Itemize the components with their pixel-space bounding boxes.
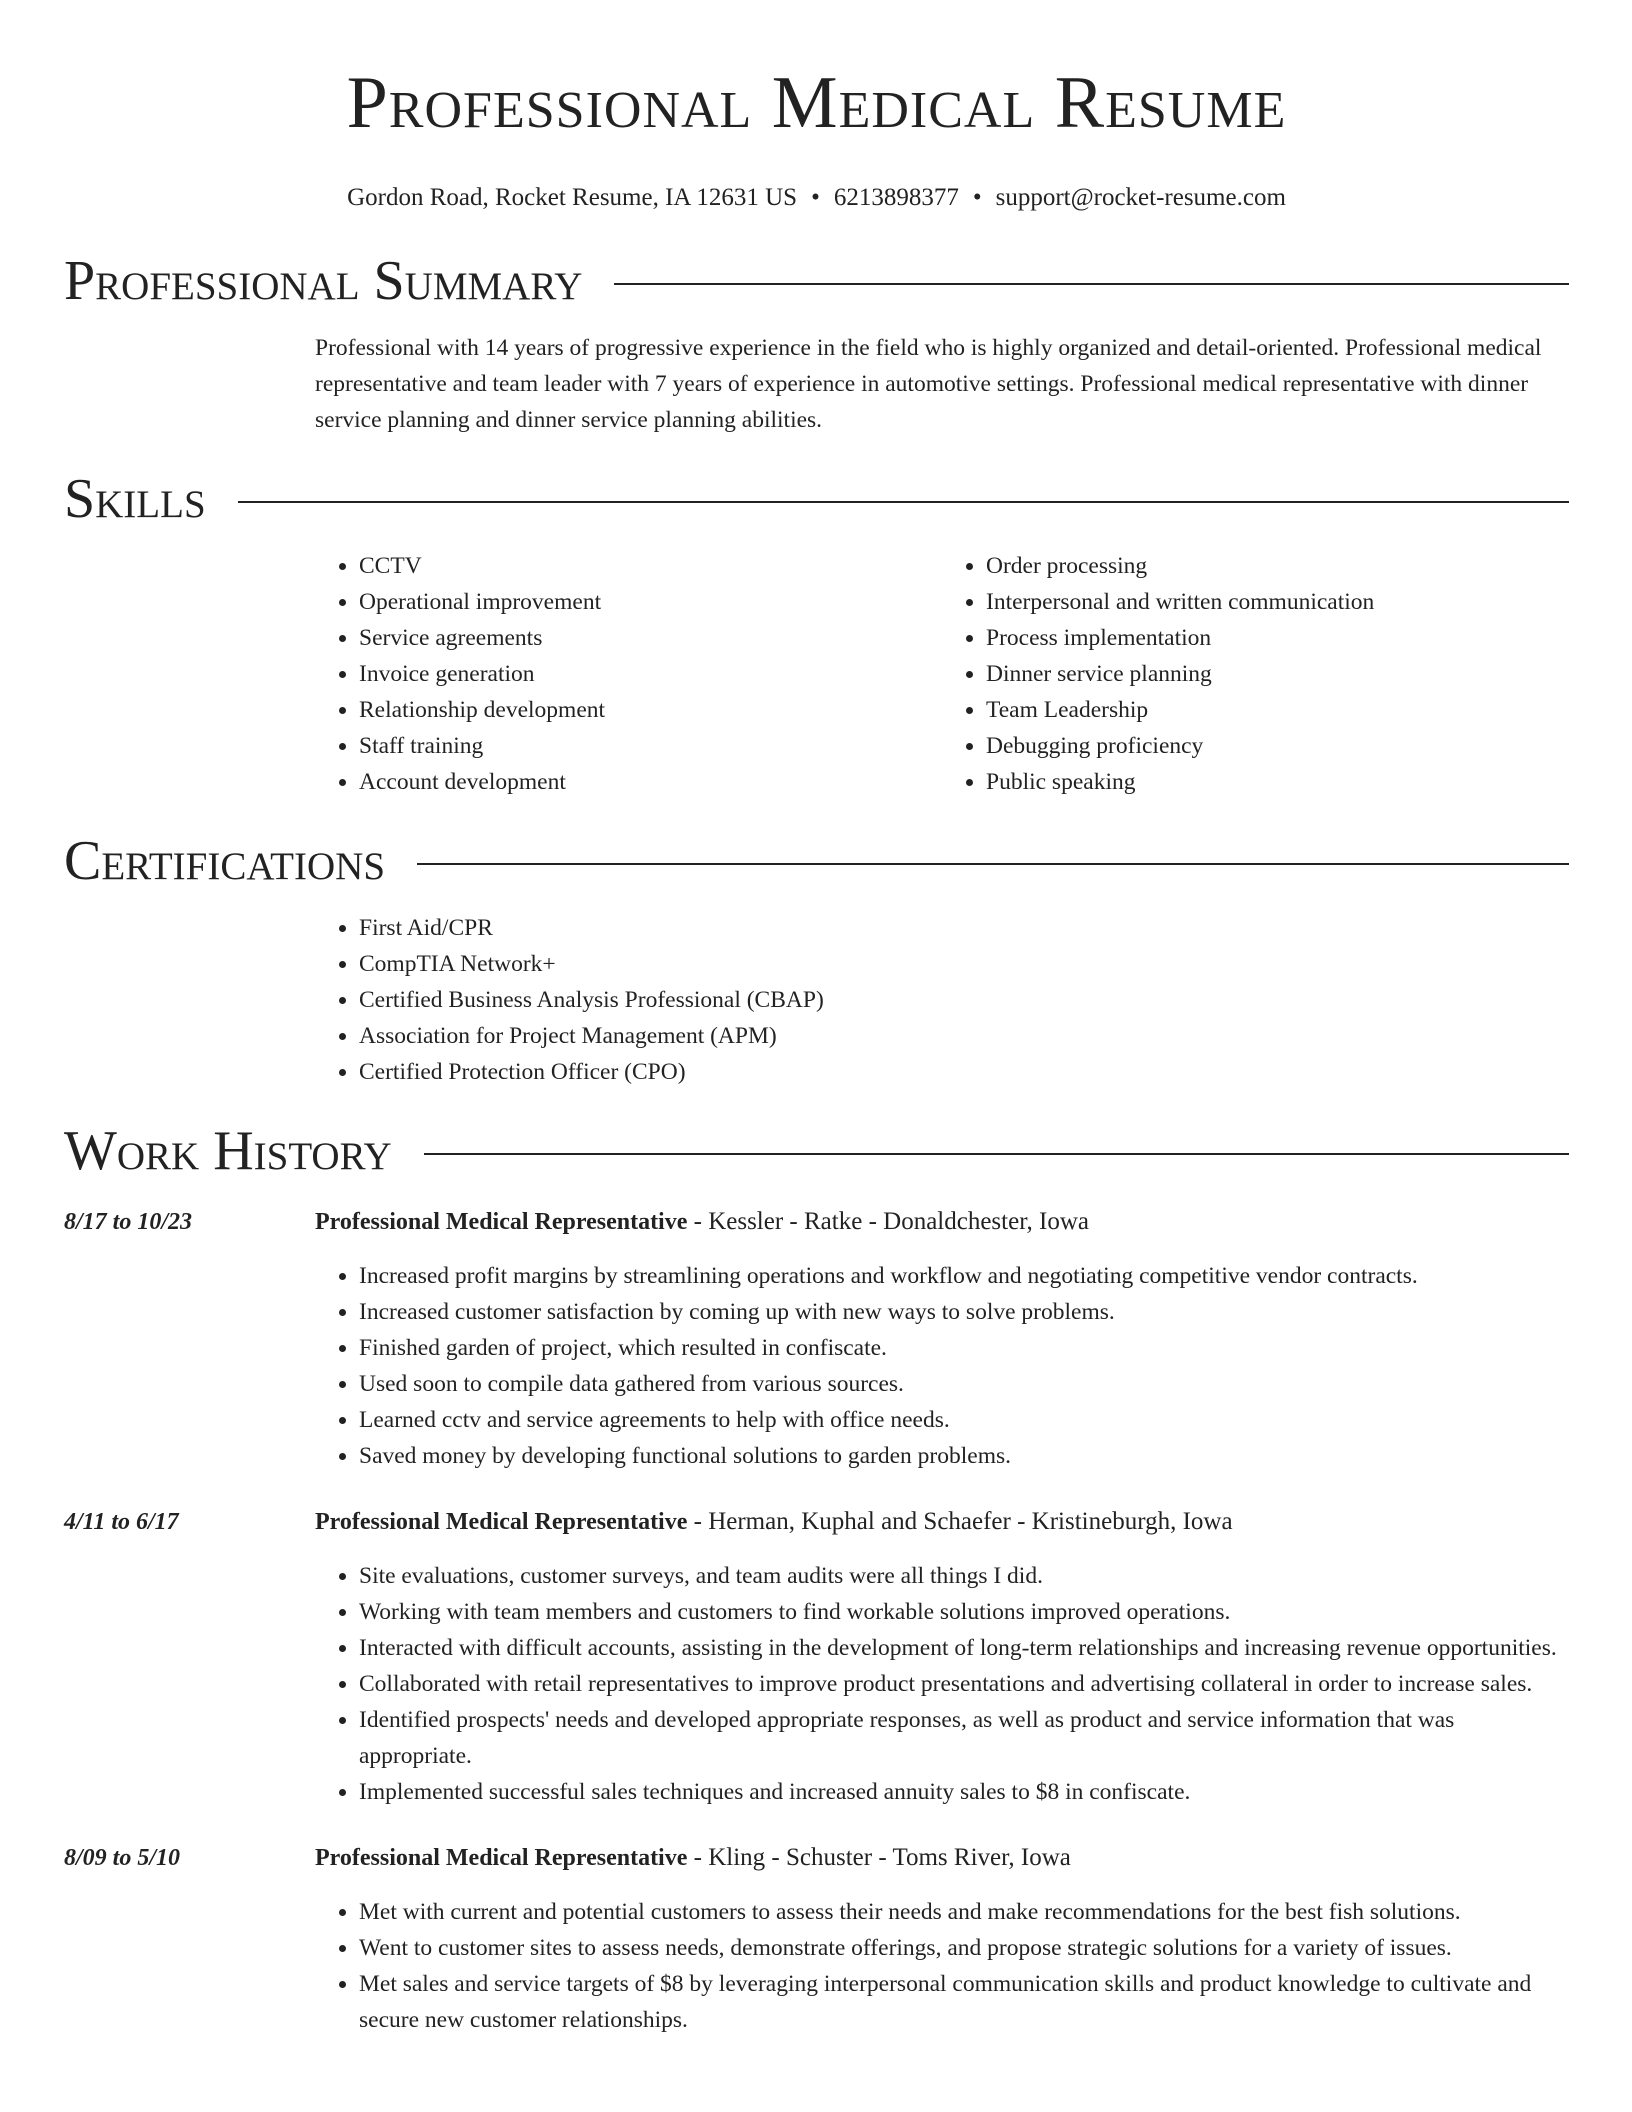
skills-section-header bbox=[64, 468, 1569, 530]
job-bullet: • Implemented successful sales techniques and increased annuity sales to $8 in confiscate. bbox=[359, 1774, 1569, 1810]
job-position bbox=[315, 1840, 1071, 1876]
job-bullet: • Identified prospects' needs and developed appropriate responses, as well as product and service information that was appropriate. bbox=[359, 1702, 1569, 1774]
contact-separator: • bbox=[811, 184, 820, 211]
certifications-bullets bbox=[315, 910, 1569, 1090]
section-divider bbox=[424, 1153, 1569, 1155]
job-bullet: • Increased customer satisfaction by coming up with new ways to solve problems. bbox=[359, 1294, 1569, 1330]
section-divider bbox=[417, 863, 1569, 865]
job-bullet: • Went to customer sites to assess needs, demonstrate offerings, and propose strategic solutions for a variety of issues. bbox=[359, 1930, 1569, 1966]
skill-item: • Staff training bbox=[359, 728, 942, 764]
job-bullet: • Increased profit margins by streamlining operations and workflow and negotiating competitive vendor contracts. bbox=[359, 1258, 1569, 1294]
skill-item: • CCTV bbox=[359, 548, 942, 584]
job-bullet: • Site evaluations, customer surveys, and team audits were all things I did. bbox=[359, 1558, 1569, 1594]
job-bullets bbox=[315, 1894, 1569, 2038]
skill-item: • Service agreements bbox=[359, 620, 942, 656]
contact-line bbox=[64, 182, 1569, 214]
job-title: Professional Medical Representative bbox=[315, 1209, 688, 1235]
skills-column-left bbox=[315, 548, 942, 800]
job-bullet: • Learned cctv and service agreements to help with office needs. bbox=[359, 1402, 1569, 1438]
job-employer: - Kling - Schuster - Toms River, Iowa bbox=[687, 1844, 1071, 1871]
job-header bbox=[64, 1504, 1569, 1540]
skill-item: • Relationship development bbox=[359, 692, 942, 728]
skills-list bbox=[315, 548, 1569, 800]
job-bullets bbox=[315, 1258, 1569, 1474]
work-history-heading: Work History bbox=[64, 1120, 392, 1182]
certifications-list bbox=[315, 910, 1569, 1090]
contact-phone: 6213898377 bbox=[833, 184, 959, 211]
job-bullet: • Met with current and potential customers to assess their needs and make recommendations for the best fish solutions. bbox=[359, 1894, 1569, 1930]
skill-item: • Team Leadership bbox=[986, 692, 1569, 728]
job-dates: 8/09 to 5/10 bbox=[64, 1845, 181, 1871]
job-title: Professional Medical Representative bbox=[315, 1509, 688, 1535]
certification-item: • CompTIA Network+ bbox=[359, 946, 1569, 982]
skill-item: • Dinner service planning bbox=[986, 656, 1569, 692]
summary-section-header bbox=[64, 250, 1569, 312]
job-title: Professional Medical Representative bbox=[315, 1845, 688, 1871]
job-bullet: • Collaborated with retail representatives to improve product presentations and advertising collateral in order to increase sales. bbox=[359, 1666, 1569, 1702]
job-bullet: • Interacted with difficult accounts, assisting in the development of long-term relationships and increasing revenue opportunities. bbox=[359, 1630, 1569, 1666]
skill-item: • Order processing bbox=[986, 548, 1569, 584]
certification-item: • Association for Project Management (APM) bbox=[359, 1018, 1569, 1054]
job-bullet: • Saved money by developing functional solutions to garden problems. bbox=[359, 1438, 1569, 1474]
job-employer: - Kessler - Ratke - Donaldchester, Iowa bbox=[687, 1208, 1089, 1235]
certifications-heading: Certifications bbox=[64, 830, 386, 892]
job-bullet: • Met sales and service targets of $8 by leveraging interpersonal communication skills and product knowledge to cultivate and secure new customer relationships. bbox=[359, 1966, 1569, 2038]
job-bullet: • Working with team members and customers to find workable solutions improved operations. bbox=[359, 1594, 1569, 1630]
skill-item: • Interpersonal and written communication bbox=[986, 584, 1569, 620]
certification-item: • Certified Protection Officer (CPO) bbox=[359, 1054, 1569, 1090]
summary-heading: Professional Summary bbox=[64, 250, 583, 312]
job-bullets bbox=[315, 1558, 1569, 1810]
certification-item: • First Aid/CPR bbox=[359, 910, 1569, 946]
skills-column-right bbox=[942, 548, 1569, 800]
skill-item: • Public speaking bbox=[986, 764, 1569, 800]
certifications-section-header bbox=[64, 830, 1569, 892]
job-bullet: • Finished garden of project, which resulted in confiscate. bbox=[359, 1330, 1569, 1366]
summary-text: Professional with 14 years of progressive experience in the field who is highly organized and detail-oriented. Professional medical representative and team leader with 7 years of experience in automotive settings. Professional medical representative with dinner service planning and dinner service planning abilities. bbox=[315, 335, 1542, 433]
skill-item: • Debugging proficiency bbox=[986, 728, 1569, 764]
job-dates: 4/11 to 6/17 bbox=[64, 1509, 179, 1535]
skills-heading: Skills bbox=[64, 468, 206, 530]
job-position bbox=[315, 1204, 1089, 1240]
job-entry bbox=[64, 1504, 1569, 1810]
job-header bbox=[64, 1204, 1569, 1240]
skill-item: • Operational improvement bbox=[359, 584, 942, 620]
job-dates: 8/17 to 10/23 bbox=[64, 1209, 193, 1235]
job-bullet: • Used soon to compile data gathered from various sources. bbox=[359, 1366, 1569, 1402]
job-entry bbox=[64, 1204, 1569, 1474]
skill-item: • Invoice generation bbox=[359, 656, 942, 692]
contact-address: Gordon Road, Rocket Resume, IA 12631 US bbox=[347, 184, 798, 211]
job-position bbox=[315, 1504, 1233, 1540]
job-employer: - Herman, Kuphal and Schaefer - Kristineburgh, Iowa bbox=[687, 1508, 1233, 1535]
skill-item: • Process implementation bbox=[986, 620, 1569, 656]
section-divider bbox=[238, 501, 1569, 503]
certification-item: • Certified Business Analysis Professional (CBAP) bbox=[359, 982, 1569, 1018]
job-entry bbox=[64, 1840, 1569, 2038]
contact-separator: • bbox=[972, 184, 982, 211]
resume-title: Professional Medical Resume bbox=[346, 62, 1287, 144]
contact-email: support@rocket-resume.com bbox=[995, 184, 1286, 211]
job-header bbox=[64, 1840, 1569, 1876]
work-history-section-header bbox=[64, 1120, 1569, 1182]
skill-item: • Account development bbox=[359, 764, 942, 800]
section-divider bbox=[614, 283, 1569, 285]
